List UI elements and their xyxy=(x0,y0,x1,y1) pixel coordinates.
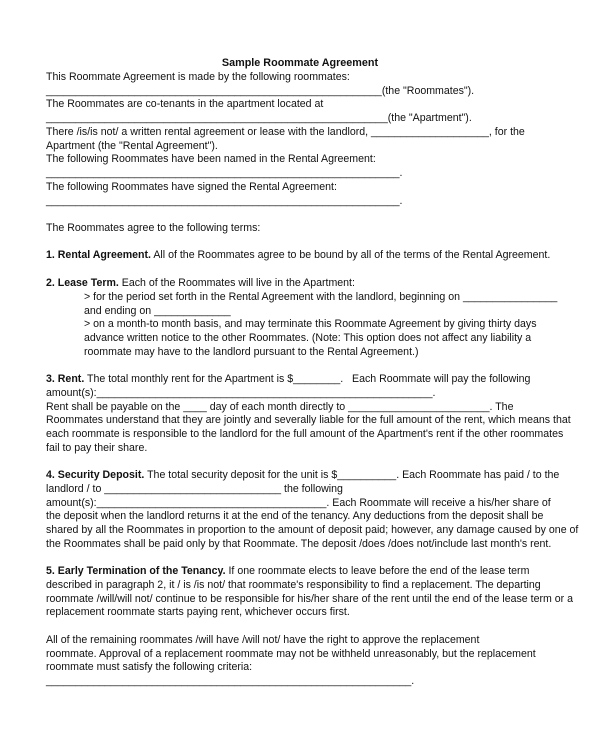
section-2-line-5: advance written notice to the other Roommates. (Note: This option does not affect any liability a xyxy=(84,332,532,344)
replacement-line-3: roommate must satisfy the following criteria: xyxy=(46,661,253,673)
intro-line-4: __________________________________________________________(the "Apartment"). xyxy=(46,112,472,124)
intro-line-6: Apartment (the "Rental Agreement"). xyxy=(46,140,218,152)
section-1-body: All of the Roommates agree to be bound by all of the terms of the Rental Agreement. xyxy=(151,249,551,261)
intro-line-1: This Roommate Agreement is made by the following roommates: xyxy=(46,71,350,83)
section-3-line-2: amount(s):_________________________________________________________. xyxy=(46,387,436,399)
section-2-line-2: > for the period set forth in the Rental Agreement with the landlord, beginning on ________________ xyxy=(84,291,558,303)
replacement-line-4: ______________________________________________________________. xyxy=(46,675,415,687)
intro-line-8: ____________________________________________________________. xyxy=(46,167,403,179)
section-2-heading: 2. Lease Term. xyxy=(46,277,119,289)
replacement-line-1: All of the remaining roommates /will have /will not/ have the right to approve the replacement xyxy=(46,634,480,646)
document-title: Sample Roommate Agreement xyxy=(221,57,379,69)
section-3-heading: 3. Rent. xyxy=(46,373,85,385)
section-5-line-2: described in paragraph 2, it / is /is not/ that roommate's responsibility to find a replacement. The departing xyxy=(46,579,541,591)
intro-line-11: The Roommates agree to the following terms: xyxy=(46,222,261,234)
section-3-line-3: Rent shall be payable on the ____ day of each month directly to ________________________. The xyxy=(46,401,514,413)
replacement-line-2: roommate. Approval of a replacement roommate may not be withheld unreasonably, but the replacement xyxy=(46,648,536,660)
section-2-line-3: and ending on _____________ xyxy=(84,305,231,317)
section-5-line-3: roommate /will/will not/ continue to be responsible for his/her share of the rent until the end of the lease term or a xyxy=(46,593,574,605)
section-5-line-1: 5. Early Termination of the Tenancy. If one roommate elects to leave before the end of the lease term xyxy=(46,565,530,577)
section-4-line-6: the Roommates shall be paid only by that Roommate. The deposit /does /does not/include last month's rent. xyxy=(46,538,552,550)
section-4-line-1: 4. Security Deposit. The total security deposit for the unit is $__________. Each Roommate has paid / to the xyxy=(46,469,560,481)
section-5-line-4: replacement roommate starts paying rent, whichever occurs first. xyxy=(46,606,350,618)
intro-line-5: There /is/is not/ a written rental agreement or lease with the landlord, ____________________, for the xyxy=(46,126,525,138)
section-4-heading: 4. Security Deposit. xyxy=(46,469,145,481)
section-4-line-3: amount(s):_______________________________________. Each Roommate will receive a his/her share of xyxy=(46,497,551,509)
section-3-line-6: fail to pay their share. xyxy=(46,442,148,454)
section-4-line-5: shared by all the Roommates in proportion to the amount of deposit paid; however, any damage caused by one of xyxy=(46,524,579,536)
section-3-line-4: Roommates understand that they are jointly and severally liable for the full amount of the rent, which means that xyxy=(46,414,571,426)
section-5-heading: 5. Early Termination of the Tenancy. xyxy=(46,565,226,577)
section-1 xyxy=(46,249,550,262)
intro-line-3: The Roommates are co-tenants in the apartment located at xyxy=(46,98,324,110)
section-2-line-6: roommate may have to the landlord pursuant to the Rental Agreement.) xyxy=(84,346,419,358)
section-1-heading: 1. Rental Agreement. xyxy=(46,249,151,261)
section-4-line-2: landlord / to ______________________________ the following xyxy=(46,483,343,495)
intro-line-9: The following Roommates have signed the Rental Agreement: xyxy=(46,181,337,193)
section-2-line-1: 2. Lease Term. Each of the Roommates will live in the Apartment: xyxy=(46,277,355,289)
intro-line-2: _________________________________________________________(the "Roommates"). xyxy=(46,85,475,97)
intro-line-7: The following Roommates have been named in the Rental Agreement: xyxy=(46,153,376,165)
section-2-line-4: > on a month-to month basis, and may terminate this Roommate Agreement by giving thirty days xyxy=(84,318,537,330)
section-3-line-1: 3. Rent. The total monthly rent for the Apartment is $________. Each Roommate will pay the following xyxy=(46,373,531,385)
section-4-line-4: the deposit when the landlord returns it at the end of the tenancy. Any deductions from the deposit shall be xyxy=(46,510,544,522)
section-3-line-5: each roommate is responsible to the landlord for the full amount of the Apartment's rent if the other roommates xyxy=(46,428,564,440)
intro-line-10: ____________________________________________________________. xyxy=(46,195,403,207)
